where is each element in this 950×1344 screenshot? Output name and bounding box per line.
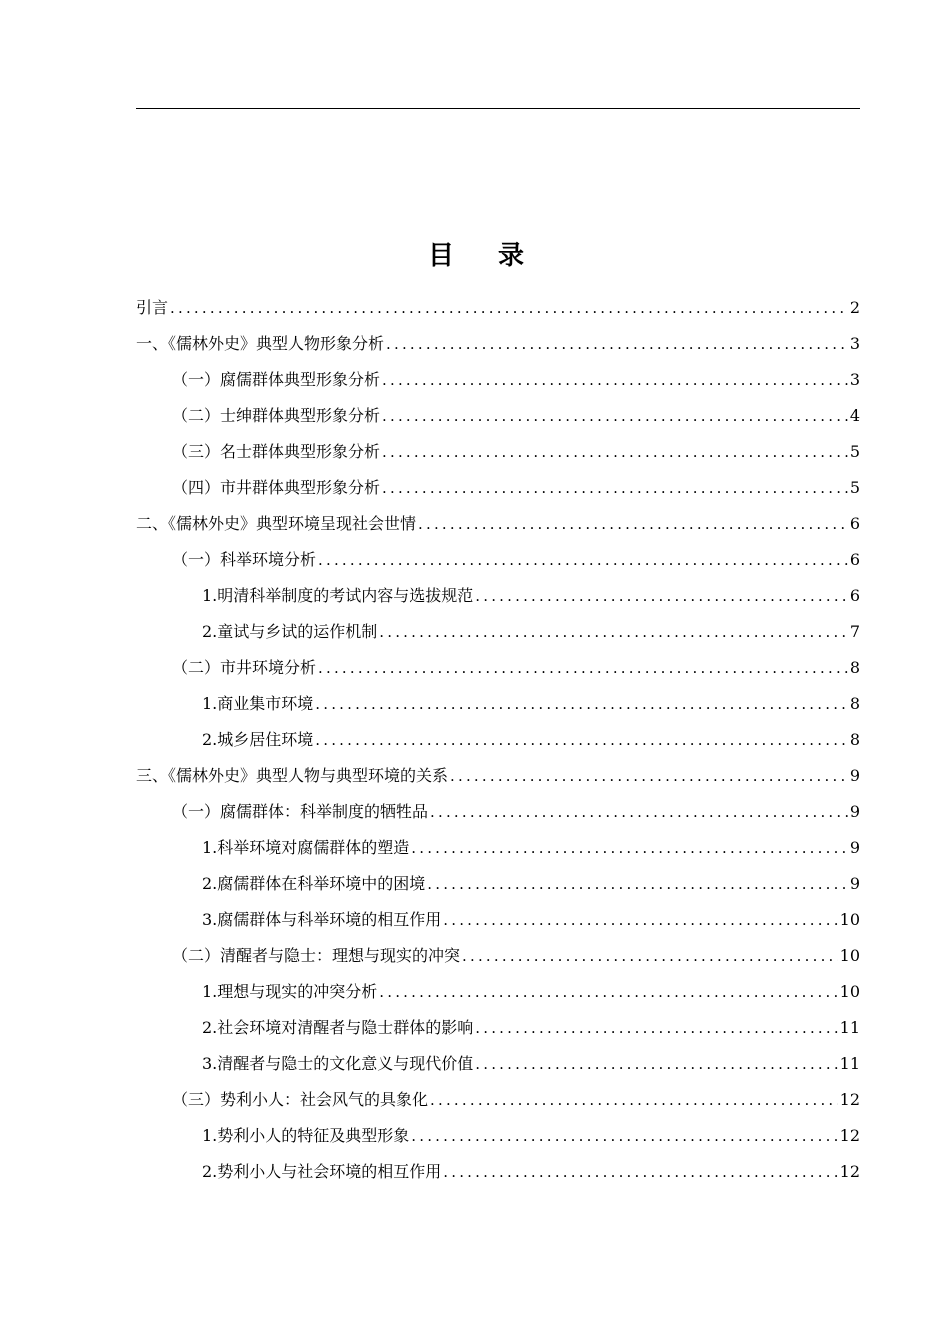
toc-page-number: 6 — [849, 586, 860, 605]
toc-title: 目录 — [427, 241, 568, 271]
toc-entry-text: 2.社会环境对清醒者与隐士群体的影响 — [202, 1018, 474, 1037]
toc-entry-text: 一、《儒林外史》典型人物形象分析 — [136, 334, 385, 353]
toc-entry[interactable] — [172, 794, 860, 830]
toc-page-number: 8 — [849, 658, 860, 677]
toc-entry-text: 二、《儒林外史》典型环境呈现社会世情 — [136, 514, 417, 533]
toc-dot-leader — [450, 758, 848, 794]
toc-entry[interactable] — [136, 290, 860, 326]
toc-entry[interactable] — [202, 974, 860, 1010]
toc-entry[interactable] — [172, 434, 860, 470]
toc-page-number: 5 — [849, 478, 860, 497]
toc-page-number: 12 — [839, 1126, 860, 1145]
toc-dot-leader — [382, 470, 848, 506]
toc-entry[interactable] — [172, 938, 860, 974]
toc-entry-text: 引言 — [136, 298, 169, 317]
toc-entry[interactable] — [136, 326, 860, 362]
toc-dot-leader — [318, 542, 848, 578]
toc-page-number: 9 — [849, 838, 860, 857]
toc-dot-leader — [427, 866, 848, 902]
toc-entry-text: （二）士绅群体典型形象分析 — [172, 406, 381, 425]
toc-entry[interactable] — [172, 398, 860, 434]
toc-dot-leader — [382, 434, 848, 470]
toc-entry[interactable] — [202, 866, 860, 902]
toc-dot-leader — [315, 722, 848, 758]
toc-page-number: 8 — [849, 730, 860, 749]
toc-dot-leader — [318, 650, 848, 686]
toc-page-number: 6 — [849, 514, 860, 533]
toc-dot-leader — [475, 1046, 837, 1082]
toc-dot-leader — [475, 578, 848, 614]
toc-dot-leader — [379, 974, 837, 1010]
toc-entry-text: （一）科举环境分析 — [172, 550, 317, 569]
toc-entry-text: 3.清醒者与隐士的文化意义与现代价值 — [202, 1054, 474, 1073]
toc-entry[interactable] — [202, 1154, 860, 1190]
toc-entry-text: 三、《儒林外史》典型人物与典型环境的关系 — [136, 766, 449, 785]
toc-page-number: 2 — [849, 298, 860, 317]
toc-entry[interactable] — [172, 650, 860, 686]
toc-page-number: 11 — [839, 1018, 860, 1037]
toc-page-number: 9 — [849, 874, 860, 893]
toc-entry[interactable] — [202, 830, 860, 866]
toc-entry-text: （二）清醒者与隐士：理想与现实的冲突 — [172, 946, 461, 965]
toc-entry[interactable] — [136, 758, 860, 794]
toc-page-number: 6 — [849, 550, 860, 569]
toc-entry[interactable] — [202, 1046, 860, 1082]
toc-dot-leader — [475, 1010, 837, 1046]
toc-entry[interactable] — [202, 686, 860, 722]
toc-entry-text: （四）市井群体典型形象分析 — [172, 478, 381, 497]
toc-entry-text: 2.城乡居住环境 — [202, 730, 314, 749]
toc-dot-leader — [382, 362, 848, 398]
toc-page-number: 10 — [839, 946, 860, 965]
toc-entry[interactable] — [202, 578, 860, 614]
toc-page-number: 3 — [849, 334, 860, 353]
toc-entry[interactable] — [172, 542, 860, 578]
toc-dot-leader — [382, 398, 848, 434]
toc-page-number: 9 — [849, 802, 860, 821]
toc-page-number: 5 — [849, 442, 860, 461]
toc-dot-leader — [443, 1154, 837, 1190]
toc-entry-text: （三）势利小人：社会风气的具象化 — [172, 1090, 429, 1109]
toc-entry-text: 3.腐儒群体与科举环境的相互作用 — [202, 910, 442, 929]
toc-dot-leader — [379, 614, 848, 650]
toc-page-number: 9 — [849, 766, 860, 785]
toc-dot-leader — [418, 506, 848, 542]
toc-entry[interactable] — [202, 902, 860, 938]
toc-page-number: 12 — [839, 1162, 860, 1181]
toc-page-number: 10 — [839, 982, 860, 1001]
toc-entry[interactable] — [202, 614, 860, 650]
toc-entry[interactable] — [172, 1082, 860, 1118]
toc-entry-text: 1.明清科举制度的考试内容与选拔规范 — [202, 586, 474, 605]
toc-entry[interactable] — [202, 722, 860, 758]
toc-page-number: 11 — [839, 1054, 860, 1073]
toc-page-number: 3 — [849, 370, 860, 389]
toc-entry-text: 1.势利小人的特征及典型形象 — [202, 1126, 410, 1145]
toc-dot-leader — [462, 938, 838, 974]
toc-entry-text: 2.势利小人与社会环境的相互作用 — [202, 1162, 442, 1181]
toc-dot-leader — [386, 326, 848, 362]
toc-entry[interactable] — [172, 362, 860, 398]
toc-dot-leader — [315, 686, 848, 722]
toc-entry[interactable] — [202, 1010, 860, 1046]
toc-entry-text: 1.理想与现实的冲突分析 — [202, 982, 378, 1001]
toc-entry-text: （一）腐儒群体典型形象分析 — [172, 370, 381, 389]
toc-page-number: 7 — [849, 622, 860, 641]
toc-dot-leader — [411, 1118, 837, 1154]
toc-entry-text: 2.腐儒群体在科举环境中的困境 — [202, 874, 426, 893]
toc-entry-text: 1.科举环境对腐儒群体的塑造 — [202, 838, 410, 857]
toc-entry-text: （一）腐儒群体：科举制度的牺牲品 — [172, 802, 429, 821]
toc-dot-leader — [430, 794, 848, 830]
toc-page-number: 10 — [839, 910, 860, 929]
toc-entry-text: （二）市井环境分析 — [172, 658, 317, 677]
toc-page-number: 12 — [839, 1090, 860, 1109]
header-rule — [136, 108, 860, 109]
toc-dot-leader — [443, 902, 837, 938]
toc-entry[interactable] — [172, 470, 860, 506]
toc-dot-leader — [170, 290, 848, 326]
toc-page-number: 4 — [849, 406, 860, 425]
toc-dot-leader — [411, 830, 848, 866]
toc-entry-text: 1.商业集市环境 — [202, 694, 314, 713]
toc-dot-leader — [430, 1082, 838, 1118]
toc-entry-text: 2.童试与乡试的运作机制 — [202, 622, 378, 641]
toc-entry[interactable] — [136, 506, 860, 542]
toc-entry-text: （三）名士群体典型形象分析 — [172, 442, 381, 461]
toc-entry[interactable] — [202, 1118, 860, 1154]
toc-page-number: 8 — [849, 694, 860, 713]
